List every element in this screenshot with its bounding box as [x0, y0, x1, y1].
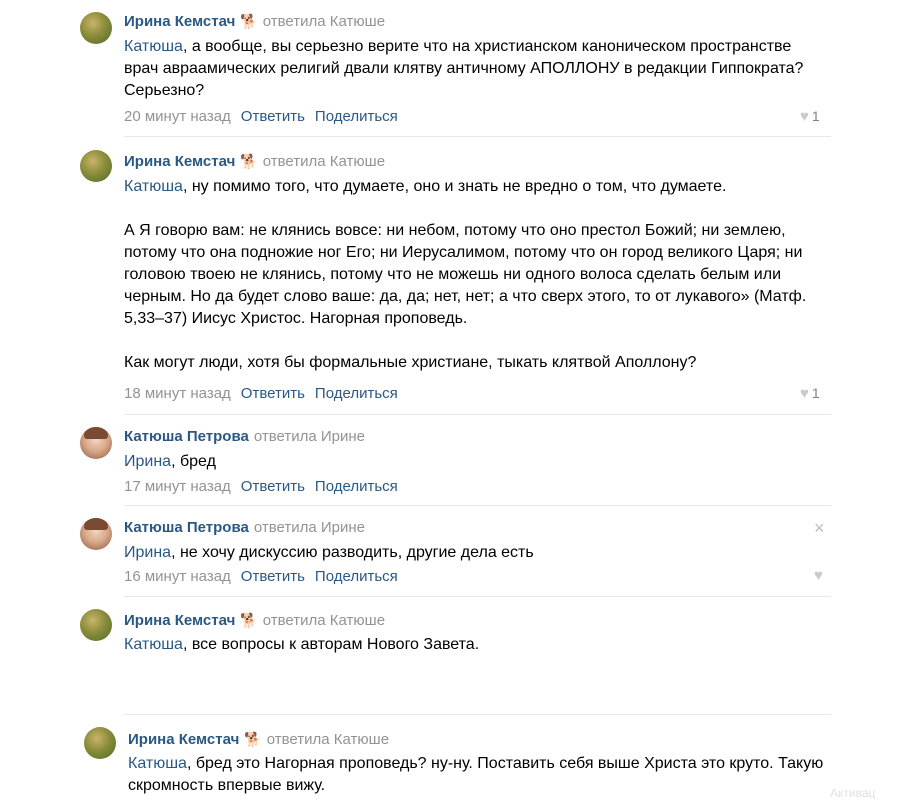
reply-button[interactable]: Ответить	[240, 568, 305, 585]
share-button[interactable]: Поделиться	[314, 568, 398, 585]
divider	[124, 596, 831, 597]
reply-button[interactable]: Ответить	[240, 108, 305, 125]
avatar[interactable]	[84, 727, 116, 759]
comment-text: Ирина, не хочу дискуссию разводить, другие дела есть	[124, 544, 534, 561]
comment-text: Катюша, бред это Нагорная проповедь? ну-ну. Поставить себя выше Христа это круто. Такую скромность впервые вижу.	[128, 755, 824, 794]
avatar[interactable]	[80, 609, 112, 641]
close-icon[interactable]: ×	[814, 518, 825, 538]
author-name[interactable]: Ирина Кемстач	[124, 612, 236, 629]
timestamp[interactable]: 17 минут назад	[124, 478, 231, 495]
dog-icon: 🐕	[240, 612, 258, 628]
comment-text: Катюша, все вопросы к авторам Нового Завета.	[124, 636, 480, 653]
like-button[interactable]	[800, 385, 820, 402]
divider	[124, 505, 831, 506]
avatar[interactable]	[80, 12, 112, 44]
avatar[interactable]	[80, 518, 112, 550]
comment-text: Катюша, ну помимо того, что думаете, оно и знать не вредно о том, что думаете. А Я говорю вам: не клянись вовсе: ни небом, потому что оно престол Божий; ни землею, потому что она подножие ног Его; ни Иерусалимом, потому что он город великого Царя; ни головою твоею не клянись, потому что не можешь ни одного волоса сделать белым или черным. Но да будет слово ваше: да, да; нет, нет; а что сверх этого, то от лукавого» (Матф. 5,33–37) Иисус Христос. Нагорная проповедь. Как могут люди, хотя бы формальные христиане, тыкать клятвой Аполлону?	[124, 178, 807, 371]
avatar[interactable]	[80, 150, 112, 182]
author-name[interactable]: Ирина Кемстач	[124, 13, 236, 30]
mention-link[interactable]: Катюша	[124, 636, 183, 653]
author-name[interactable]: Катюша Петрова	[124, 428, 249, 445]
reply-button[interactable]: Ответить	[240, 478, 305, 495]
author-name[interactable]: Катюша Петрова	[124, 519, 249, 536]
mention-link[interactable]: Катюша	[124, 178, 183, 195]
share-button[interactable]: Поделиться	[314, 108, 398, 125]
reply-button[interactable]: Ответить	[240, 385, 305, 402]
divider	[124, 714, 831, 715]
mention-link[interactable]: Катюша	[124, 38, 183, 55]
share-button[interactable]: Поделиться	[314, 478, 398, 495]
replied-to[interactable]: ответила Катюше	[262, 13, 386, 30]
heart-icon: ♥	[814, 567, 823, 584]
timestamp[interactable]: 20 минут назад	[124, 108, 231, 125]
like-button[interactable]	[800, 108, 820, 125]
timestamp[interactable]: 16 минут назад	[124, 568, 231, 585]
dog-icon: 🐕	[240, 153, 258, 169]
author-name[interactable]: Ирина Кемстач	[124, 153, 236, 170]
like-count: 1	[811, 108, 820, 124]
replied-to[interactable]: ответила Катюше	[262, 612, 386, 629]
dog-icon: 🐕	[244, 731, 262, 747]
share-button[interactable]: Поделиться	[314, 385, 398, 402]
like-count: 1	[811, 385, 820, 401]
timestamp[interactable]: 18 минут назад	[124, 385, 231, 402]
avatar[interactable]	[80, 427, 112, 459]
divider	[124, 414, 831, 415]
heart-icon: ♥	[800, 385, 809, 402]
replied-to[interactable]: ответила Ирине	[253, 519, 365, 536]
author-name[interactable]: Ирина Кемстач	[128, 731, 240, 748]
comment-text: Катюша, а вообще, вы серьезно верите что на христианском каноническом пространстве врач авраамических религий двали клятву античному АПОЛЛОНУ в редакции Гиппократа? Серьезно?	[124, 38, 804, 99]
replied-to[interactable]: ответила Ирине	[253, 428, 365, 445]
comment-text: Ирина, бред	[124, 453, 216, 470]
mention-link[interactable]: Ирина	[124, 453, 172, 470]
dog-icon: 🐕	[240, 13, 258, 29]
heart-icon: ♥	[800, 108, 809, 125]
mention-link[interactable]: Катюша	[128, 755, 187, 772]
replied-to[interactable]: ответила Катюше	[262, 153, 386, 170]
like-button[interactable]	[814, 567, 823, 584]
watermark: Активац	[830, 786, 876, 800]
mention-link[interactable]: Ирина	[124, 544, 172, 561]
divider	[124, 136, 831, 137]
replied-to[interactable]: ответила Катюше	[266, 731, 390, 748]
